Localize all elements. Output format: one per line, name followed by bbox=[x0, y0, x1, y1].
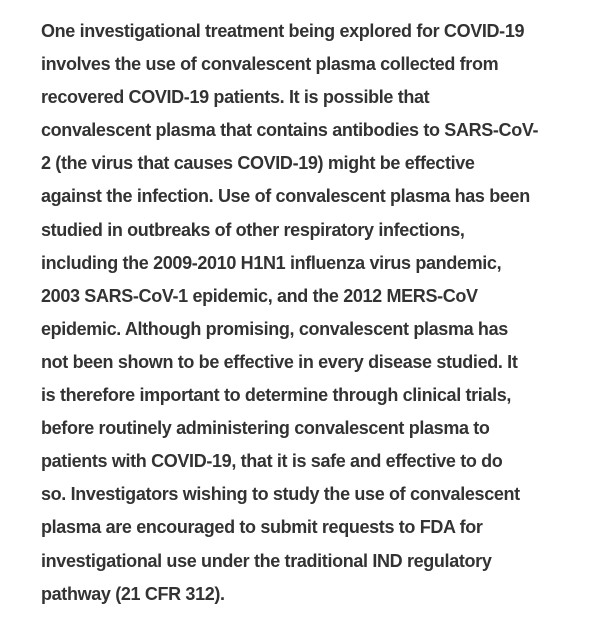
paragraph-line: recovered COVID-19 patients. It is possible that bbox=[41, 87, 430, 108]
body-paragraph bbox=[41, 15, 593, 611]
paragraph-line: including the 2009-2010 H1N1 influenza virus pandemic, bbox=[41, 252, 502, 273]
paragraph-line: involves the use of convalescent plasma collected from bbox=[41, 54, 499, 75]
paragraph-line: so. Investigators wishing to study the use of convalescent bbox=[41, 484, 520, 505]
paragraph-line: One investigational treatment being explored for COVID-19 bbox=[41, 21, 525, 41]
paragraph-line: plasma are encouraged to submit requests to FDA for bbox=[41, 517, 483, 538]
paragraph-line: investigational use under the traditional IND regulatory bbox=[41, 550, 492, 571]
paragraph-line: pathway (21 CFR 312). bbox=[41, 583, 225, 604]
paragraph-line: epidemic. Although promising, convalescent plasma has bbox=[41, 318, 508, 339]
paragraph-line: studied in outbreaks of other respiratory infections, bbox=[41, 219, 465, 240]
paragraph-line: is therefore important to determine through clinical trials, bbox=[41, 385, 512, 406]
paragraph-line: 2003 SARS-CoV-1 epidemic, and the 2012 MERS-CoV bbox=[41, 285, 478, 306]
paragraph-line: against the infection. Use of convalescent plasma has been bbox=[41, 186, 530, 207]
paragraph-line: not been shown to be effective in every disease studied. It bbox=[41, 351, 518, 372]
paragraph-line: convalescent plasma that contains antibodies to SARS-CoV- bbox=[41, 120, 539, 141]
paragraph-line: 2 (the virus that causes COVID-19) might be effective bbox=[41, 153, 475, 174]
paragraph-line: before routinely administering convalescent plasma to bbox=[41, 418, 490, 439]
paragraph-line: patients with COVID-19, that it is safe and effective to do bbox=[41, 451, 503, 472]
